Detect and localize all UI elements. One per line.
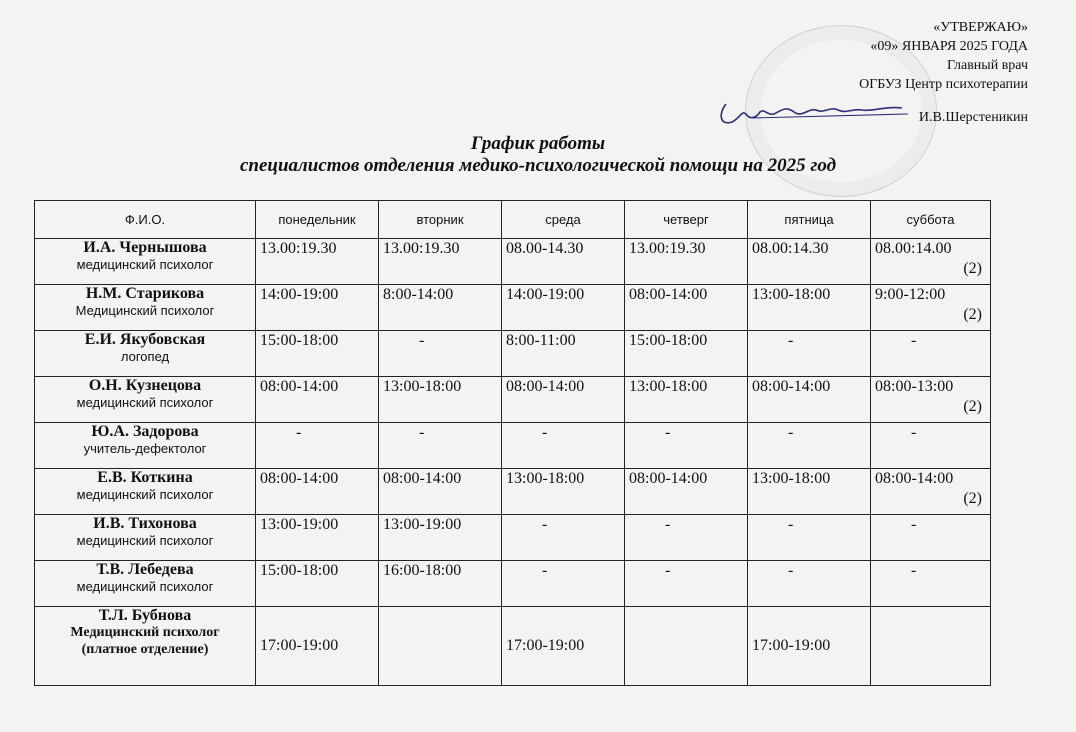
table-row <box>35 331 991 377</box>
schedule-table <box>34 200 991 686</box>
schedule-cell-tuesday <box>379 515 502 561</box>
table-row <box>35 285 991 331</box>
table-row <box>35 515 991 561</box>
saturday-note: (2) <box>963 490 982 507</box>
schedule-cell-friday <box>748 423 871 469</box>
schedule-cell-thursday <box>625 561 748 607</box>
schedule-cell-wednesday <box>502 561 625 607</box>
schedule-cell-monday <box>256 331 379 377</box>
header-wednesday: среда <box>502 201 625 239</box>
schedule-time: - <box>788 424 794 441</box>
schedule-time: 17:00-19:00 <box>752 637 831 654</box>
schedule-cell-friday <box>748 469 871 515</box>
schedule-time: - <box>542 516 548 533</box>
employee-name: Т.В. Лебедева <box>96 561 194 578</box>
schedule-cell-monday <box>256 377 379 423</box>
schedule-time: 13:00-19:00 <box>260 516 339 533</box>
employee-cell <box>35 515 256 561</box>
title-line-2: специалистов отделения медико-психологической помощи на 2025 год <box>239 155 837 176</box>
table-row <box>35 239 991 285</box>
schedule-cell-saturday <box>871 561 991 607</box>
header-monday: понедельник <box>256 201 379 239</box>
schedule-cell-wednesday <box>502 285 625 331</box>
schedule-time: - <box>665 516 671 533</box>
schedule-time: 08:00-14:00 <box>260 378 339 395</box>
schedule-cell-saturday <box>871 607 991 686</box>
table-row <box>35 561 991 607</box>
schedule-time: 16:00-18:00 <box>383 562 462 579</box>
employee-cell <box>35 607 256 686</box>
employee-role: медицинский психолог <box>76 533 214 548</box>
schedule-time: 08:00-14:00 <box>629 470 708 487</box>
schedule-time: 08:00-13:00 <box>875 378 954 395</box>
table-row <box>35 607 991 686</box>
schedule-cell-friday <box>748 377 871 423</box>
header-saturday: суббота <box>871 201 991 239</box>
schedule-cell-friday <box>748 239 871 285</box>
schedule-cell-friday <box>748 285 871 331</box>
schedule-time: 08:00-14:00 <box>752 378 831 395</box>
header-tuesday: вторник <box>379 201 502 239</box>
schedule-time: 13:00-18:00 <box>383 378 462 395</box>
schedule-cell-friday <box>748 561 871 607</box>
schedule-cell-friday <box>748 515 871 561</box>
table-header-row <box>35 201 991 239</box>
approval-line-1: «УТВЕРЖАЮ» <box>933 20 1028 35</box>
employee-name: Е.В. Коткина <box>97 469 193 486</box>
schedule-cell-tuesday <box>379 607 502 686</box>
employee-cell <box>35 561 256 607</box>
schedule-time: - <box>911 424 917 441</box>
schedule-time: 13.00:19.30 <box>260 240 337 257</box>
schedule-time: 9:00-12:00 <box>875 286 946 303</box>
schedule-cell-monday <box>256 285 379 331</box>
employee-role: Медицинский психолог <box>70 625 220 640</box>
approval-date: «09» ЯНВАРЯ 2025 ГОДА <box>870 39 1028 54</box>
schedule-cell-thursday <box>625 607 748 686</box>
schedule-cell-monday <box>256 423 379 469</box>
schedule-cell-thursday <box>625 285 748 331</box>
schedule-time: 13.00:19.30 <box>383 240 460 257</box>
employee-name: Е.И. Якубовская <box>84 331 206 348</box>
schedule-cell-thursday <box>625 239 748 285</box>
schedule-cell-wednesday <box>502 515 625 561</box>
header-friday: пятница <box>748 201 871 239</box>
schedule-cell-wednesday <box>502 331 625 377</box>
schedule-time: - <box>788 516 794 533</box>
schedule-cell-monday <box>256 515 379 561</box>
schedule-cell-saturday <box>871 285 991 331</box>
schedule-time: - <box>788 332 794 349</box>
employee-name: О.Н. Кузнецова <box>88 377 202 394</box>
employee-role: учитель-дефектолог <box>83 441 207 456</box>
schedule-time: - <box>419 424 425 441</box>
employee-name: И.В. Тихонова <box>93 515 197 532</box>
schedule-cell-tuesday <box>379 285 502 331</box>
schedule-time: - <box>911 562 917 579</box>
document-title <box>0 133 1076 177</box>
employee-cell <box>35 469 256 515</box>
schedule-cell-wednesday <box>502 377 625 423</box>
employee-cell <box>35 285 256 331</box>
saturday-note: (2) <box>963 398 982 415</box>
handwritten-signature <box>712 92 912 130</box>
employee-cell <box>35 377 256 423</box>
schedule-time: 15:00-18:00 <box>260 332 339 349</box>
schedule-cell-wednesday <box>502 423 625 469</box>
header-thursday: четверг <box>625 201 748 239</box>
schedule-time: - <box>542 562 548 579</box>
table-row <box>35 469 991 515</box>
employee-role: медицинский психолог <box>76 257 214 272</box>
schedule-time: 8:00-14:00 <box>383 286 454 303</box>
schedule-cell-saturday <box>871 239 991 285</box>
schedule-cell-tuesday <box>379 469 502 515</box>
schedule-time: 17:00-19:00 <box>506 637 585 654</box>
schedule-cell-saturday <box>871 377 991 423</box>
schedule-time: 08:00-14:00 <box>383 470 462 487</box>
schedule-cell-saturday <box>871 331 991 377</box>
schedule-time: - <box>911 332 917 349</box>
employee-role: Медицинский психолог <box>75 303 215 318</box>
schedule-time: 13:00-18:00 <box>752 470 831 487</box>
schedule-time: - <box>542 424 548 441</box>
schedule-time: - <box>665 562 671 579</box>
schedule-cell-thursday <box>625 423 748 469</box>
schedule-time: 15:00-18:00 <box>629 332 708 349</box>
title-line-1: График работы <box>470 133 606 154</box>
schedule-cell-thursday <box>625 469 748 515</box>
schedule-time: 08.00-14.30 <box>506 240 584 257</box>
schedule-cell-tuesday <box>379 239 502 285</box>
schedule-cell-saturday <box>871 469 991 515</box>
schedule-cell-monday <box>256 561 379 607</box>
employee-role: логопед <box>120 349 170 364</box>
schedule-time: 13.00:19.30 <box>629 240 706 257</box>
schedule-cell-saturday <box>871 515 991 561</box>
employee-name: Ю.А. Задорова <box>91 423 199 440</box>
schedule-cell-thursday <box>625 331 748 377</box>
schedule-time: 13:00-18:00 <box>629 378 708 395</box>
schedule-cell-thursday <box>625 377 748 423</box>
header-fio: Ф.И.О. <box>35 201 256 239</box>
saturday-note: (2) <box>963 306 982 323</box>
employee-role: медицинский психолог <box>76 395 214 410</box>
employee-role: медицинский психолог <box>76 579 214 594</box>
schedule-cell-monday <box>256 469 379 515</box>
schedule-cell-tuesday <box>379 377 502 423</box>
employee-cell <box>35 423 256 469</box>
schedule-time: 13:00-19:00 <box>383 516 462 533</box>
schedule-time: 13:00-18:00 <box>506 470 585 487</box>
schedule-time: 08:00-14:00 <box>629 286 708 303</box>
approval-organization: ОГБУЗ Центр психотерапии <box>859 77 1028 92</box>
approval-signer: И.В.Шерстеникин <box>918 110 1028 125</box>
employee-name: Т.Л. Бубнова <box>98 607 192 624</box>
schedule-cell-monday <box>256 239 379 285</box>
schedule-cell-tuesday <box>379 331 502 377</box>
schedule-time: 08:00-14:00 <box>506 378 585 395</box>
schedule-time: 08.00:14.00 <box>875 240 952 257</box>
saturday-note: (2) <box>963 260 982 277</box>
schedule-time: 17:00-19:00 <box>260 637 339 654</box>
employee-cell <box>35 239 256 285</box>
schedule-time: - <box>419 332 425 349</box>
table-row <box>35 423 991 469</box>
employee-name: И.А. Чернышова <box>83 239 207 256</box>
schedule-cell-wednesday <box>502 239 625 285</box>
schedule-time: - <box>911 516 917 533</box>
employee-role-note: (платное отделение) <box>81 642 209 657</box>
schedule-cell-monday <box>256 607 379 686</box>
table-row <box>35 377 991 423</box>
approval-position: Главный врач <box>946 58 1028 73</box>
schedule-cell-wednesday <box>502 469 625 515</box>
schedule-cell-thursday <box>625 515 748 561</box>
schedule-time: 8:00-11:00 <box>506 332 576 349</box>
schedule-cell-tuesday <box>379 561 502 607</box>
schedule-time: - <box>665 424 671 441</box>
employee-cell <box>35 331 256 377</box>
employee-role: медицинский психолог <box>76 487 214 502</box>
schedule-time: 15:00-18:00 <box>260 562 339 579</box>
schedule-time: 08.00:14.30 <box>752 240 829 257</box>
employee-name: Н.М. Старикова <box>85 285 205 302</box>
schedule-cell-saturday <box>871 423 991 469</box>
schedule-cell-friday <box>748 331 871 377</box>
schedule-cell-friday <box>748 607 871 686</box>
schedule-cell-wednesday <box>502 607 625 686</box>
schedule-time: 13:00-18:00 <box>752 286 831 303</box>
schedule-time: 14:00-19:00 <box>260 286 339 303</box>
schedule-time: 08:00-14:00 <box>260 470 339 487</box>
schedule-cell-tuesday <box>379 423 502 469</box>
schedule-time: - <box>788 562 794 579</box>
schedule-time: 08:00-14:00 <box>875 470 954 487</box>
schedule-time: - <box>296 424 302 441</box>
schedule-time: 14:00-19:00 <box>506 286 585 303</box>
